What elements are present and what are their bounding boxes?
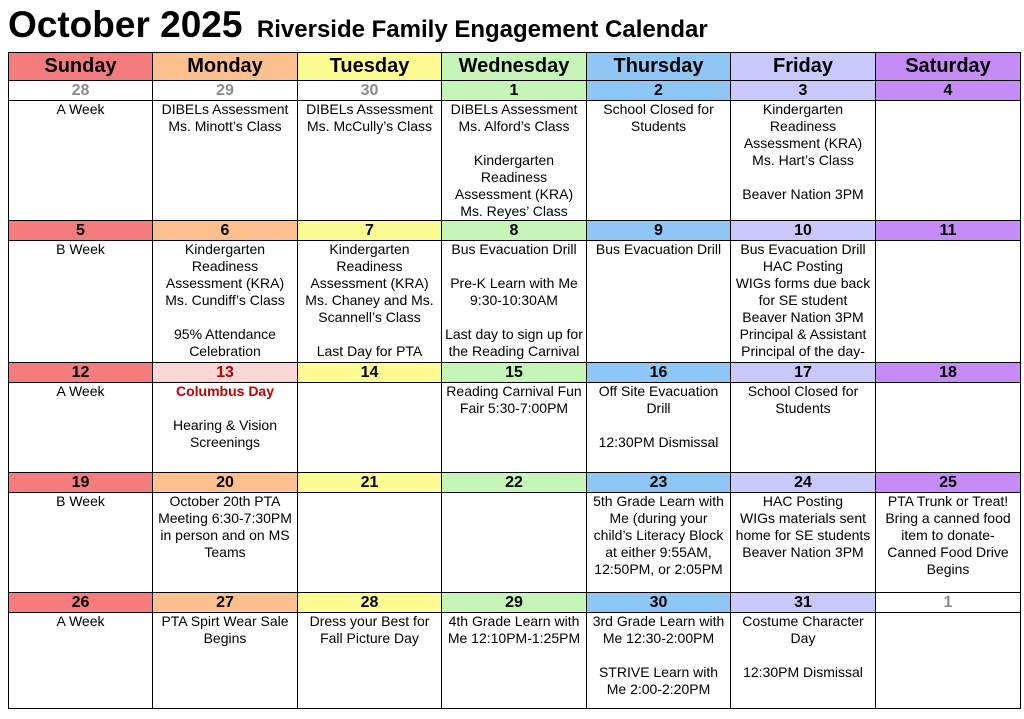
event-line: Readiness xyxy=(191,258,259,274)
event-line: Drill xyxy=(646,400,671,416)
date-number: 19 xyxy=(9,473,153,493)
month-title: October 2025 xyxy=(8,4,243,45)
date-number: 21 xyxy=(298,473,442,493)
event-line: in person and on MS xyxy=(160,527,290,543)
day-events xyxy=(153,101,298,221)
event-line: Students xyxy=(775,400,831,416)
event-line: Kindergarten xyxy=(473,152,555,168)
date-number: 17 xyxy=(731,363,876,383)
date-number: 10 xyxy=(731,221,876,241)
event-line: 3rd Grade Learn with xyxy=(592,613,725,629)
event-line: Readiness xyxy=(480,169,548,185)
weekday-tuesday: Tuesday xyxy=(298,53,442,81)
event-line: Teams xyxy=(204,544,246,560)
date-number: 24 xyxy=(731,473,876,493)
date-number: 13 xyxy=(153,363,298,383)
event-line: Me 2:00-2:20PM xyxy=(606,681,711,697)
day-events xyxy=(587,613,731,709)
event-line: 12:50PM, or 2:05PM xyxy=(594,561,723,577)
date-number: 1 xyxy=(442,81,587,101)
event-line: Kindergarten xyxy=(329,241,410,257)
event-line: Canned Food Drive xyxy=(887,544,1009,560)
day-events xyxy=(731,383,876,473)
event-line: Ms. Alford’s Class xyxy=(458,118,570,134)
day-events xyxy=(9,101,153,221)
day-events xyxy=(876,101,1021,221)
event-line: HAC Posting xyxy=(762,493,844,509)
week-4-events-row xyxy=(9,493,1021,593)
event-line: Meeting 6:30-7:30PM xyxy=(158,510,292,526)
event-line: Kindergarten xyxy=(184,241,266,257)
event-line: child’s Literacy Block xyxy=(593,527,724,543)
event-line: Bring a canned food xyxy=(885,510,1011,526)
event-line: Off Site Evacuation xyxy=(598,383,719,399)
event-line: at either 9:55AM, xyxy=(605,544,712,560)
day-events xyxy=(731,101,876,221)
date-number: 1 xyxy=(876,593,1021,613)
date-number: 28 xyxy=(298,593,442,613)
date-number: 22 xyxy=(442,473,587,493)
date-number: 4 xyxy=(876,81,1021,101)
week-5-number-row xyxy=(9,593,1021,613)
day-events xyxy=(731,493,876,593)
event-line: Ms. Reyes’ Class xyxy=(460,203,568,219)
day-events xyxy=(153,241,298,363)
event-line: School Closed for xyxy=(603,101,714,117)
event-line: Begins xyxy=(926,561,970,577)
event-line xyxy=(587,647,730,664)
date-number: 30 xyxy=(298,81,442,101)
calendar-title xyxy=(8,4,708,50)
day-events xyxy=(153,383,298,473)
date-number: 25 xyxy=(876,473,1021,493)
event-line xyxy=(153,309,297,326)
date-number: 29 xyxy=(442,593,587,613)
day-events xyxy=(298,383,442,473)
event-line: Principal of the day- xyxy=(741,343,865,359)
day-events xyxy=(876,241,1021,363)
weekday-wednesday: Wednesday xyxy=(442,53,587,81)
event-line: Me (during your xyxy=(609,510,708,526)
holiday-label: Columbus Day xyxy=(175,383,274,399)
date-number: 6 xyxy=(153,221,298,241)
event-line: Assessment (KRA) xyxy=(454,186,574,202)
day-events xyxy=(442,241,587,363)
event-line: School Closed for xyxy=(747,383,859,399)
date-number: 28 xyxy=(9,81,153,101)
event-line: 9:30-10:30AM xyxy=(470,292,558,308)
date-number: 18 xyxy=(876,363,1021,383)
date-number: 31 xyxy=(731,593,876,613)
event-line: item to donate- xyxy=(901,527,995,543)
week-4-number-row xyxy=(9,473,1021,493)
event-line: HAC Posting xyxy=(762,258,844,274)
event-line: WIGs forms due back xyxy=(735,275,871,291)
event-line: 4th Grade Learn with xyxy=(448,613,580,629)
event-line: Beaver Nation 3PM xyxy=(742,544,864,560)
date-number: 29 xyxy=(153,81,298,101)
weekday-sunday: Sunday xyxy=(9,53,153,81)
date-number: 7 xyxy=(298,221,442,241)
weekday-saturday: Saturday xyxy=(876,53,1021,81)
day-events xyxy=(9,613,153,709)
event-line: home for SE students xyxy=(735,527,871,543)
event-line: 5th Grade Learn with xyxy=(593,493,724,509)
event-line: Bus Evacuation Drill xyxy=(451,241,577,257)
day-events xyxy=(298,613,442,709)
day-events xyxy=(298,493,442,593)
date-number: 27 xyxy=(153,593,298,613)
event-line: Principal & Assistant xyxy=(739,326,867,342)
day-events xyxy=(587,241,731,363)
event-line: Day xyxy=(790,630,816,646)
event-line: B Week xyxy=(56,241,105,257)
date-number: 23 xyxy=(587,473,731,493)
day-events xyxy=(587,383,731,473)
week-3-events-row xyxy=(9,383,1021,473)
event-line: Assessment (KRA) xyxy=(165,275,285,291)
day-events xyxy=(587,101,731,221)
event-line: Bus Evacuation Drill xyxy=(595,241,722,257)
day-events xyxy=(876,383,1021,473)
date-number: 3 xyxy=(731,81,876,101)
day-events xyxy=(298,101,442,221)
event-line: B Week xyxy=(56,493,105,509)
event-line: WIGs materials sent xyxy=(739,510,867,526)
date-number: 16 xyxy=(587,363,731,383)
day-events xyxy=(442,101,587,221)
calendar-grid xyxy=(8,52,1021,709)
event-line: for SE student xyxy=(758,292,848,308)
day-event-lines xyxy=(153,400,297,451)
week-5-events-row xyxy=(9,613,1021,709)
event-line: PTA Trunk or Treat! xyxy=(887,493,1009,509)
day-events xyxy=(442,613,587,709)
event-line xyxy=(587,417,730,434)
date-number: 26 xyxy=(9,593,153,613)
weekday-monday: Monday xyxy=(153,53,298,81)
day-events xyxy=(876,613,1021,709)
date-number: 11 xyxy=(876,221,1021,241)
event-line: Dress your Best for xyxy=(309,613,430,629)
week-1-events-row xyxy=(9,101,1021,221)
event-line xyxy=(153,400,297,417)
date-number: 20 xyxy=(153,473,298,493)
event-line: A Week xyxy=(56,101,105,117)
event-line: Assessment (KRA) xyxy=(310,275,429,291)
event-line: A Week xyxy=(56,383,105,399)
event-line: Last day to sign up for xyxy=(445,326,583,342)
day-events xyxy=(442,383,587,473)
event-line: October 20th PTA xyxy=(169,493,281,509)
event-line: Fair 5:30-7:00PM xyxy=(459,400,569,416)
week-2-events-row xyxy=(9,241,1021,363)
event-line: 12:30PM Dismissal xyxy=(598,434,719,450)
week-3-number-row xyxy=(9,363,1021,383)
event-line: Pre-K Learn with Me xyxy=(450,275,578,291)
event-line: STRIVE Learn with xyxy=(598,664,719,680)
event-line: Reading Carnival Fun xyxy=(446,383,582,399)
day-events xyxy=(587,493,731,593)
event-line: Costume Character xyxy=(742,613,864,629)
event-line: the Reading Carnival xyxy=(448,343,580,359)
day-events xyxy=(9,383,153,473)
event-line: Celebration xyxy=(189,343,261,359)
date-number: 14 xyxy=(298,363,442,383)
calendar-subtitle: Riverside Family Engagement Calendar xyxy=(256,16,708,43)
event-line: Kindergarten xyxy=(762,101,844,117)
event-line: Ms. Chaney and Ms. xyxy=(305,292,434,308)
event-line xyxy=(442,258,586,275)
day-events xyxy=(298,241,442,363)
event-line: DIBELs Assessment xyxy=(306,101,433,117)
day-events xyxy=(731,613,876,709)
event-line: Students xyxy=(630,118,687,134)
event-line: Assessment (KRA) xyxy=(743,135,863,151)
event-line: 95% Attendance xyxy=(174,326,276,342)
event-line: Beaver Nation 3PM xyxy=(742,186,864,202)
day-events xyxy=(442,493,587,593)
date-number: 30 xyxy=(587,593,731,613)
event-line: Beaver Nation 3PM xyxy=(742,309,864,325)
weekday-thursday: Thursday xyxy=(587,53,731,81)
event-line: Me 12:10PM-1:25PM xyxy=(447,630,581,646)
event-line: Bus Evacuation Drill xyxy=(740,241,866,257)
event-line: Last Day for PTA xyxy=(316,343,423,359)
date-number: 5 xyxy=(9,221,153,241)
week-1-number-row xyxy=(9,81,1021,101)
event-line: Ms. Cundiff’s Class xyxy=(165,292,285,308)
event-line: PTA Spirt Wear Sale xyxy=(161,613,289,629)
event-line: Screenings xyxy=(189,434,261,450)
event-line: Ms. Minott’s Class xyxy=(168,118,282,134)
event-line: Me 12:30-2:00PM xyxy=(602,630,715,646)
event-line: DIBELs Assessment xyxy=(161,101,289,117)
day-events xyxy=(876,493,1021,593)
event-line: Fall Picture Day xyxy=(320,630,419,646)
event-line xyxy=(731,647,875,664)
event-line xyxy=(442,309,586,326)
weekday-header-row xyxy=(9,53,1021,81)
event-line xyxy=(731,169,875,186)
day-events xyxy=(9,241,153,363)
day-events xyxy=(9,493,153,593)
event-line: Readiness xyxy=(336,258,403,274)
event-line: Readiness xyxy=(769,118,837,134)
event-line: Begins xyxy=(203,630,247,646)
day-events xyxy=(153,613,298,709)
day-events xyxy=(153,493,298,593)
event-line: Scannell’s Class xyxy=(318,309,421,325)
event-line: Ms. McCully’s Class xyxy=(307,118,432,134)
event-line xyxy=(442,135,586,152)
event-line: Hearing & Vision xyxy=(172,417,278,433)
day-events xyxy=(731,241,876,363)
date-number: 2 xyxy=(587,81,731,101)
week-2-number-row xyxy=(9,221,1021,241)
event-line xyxy=(298,326,441,343)
date-number: 15 xyxy=(442,363,587,383)
date-number: 8 xyxy=(442,221,587,241)
weekday-friday: Friday xyxy=(731,53,876,81)
event-line: A Week xyxy=(56,613,105,629)
event-line: DIBELs Assessment xyxy=(450,101,578,117)
date-number: 12 xyxy=(9,363,153,383)
event-line: Ms. Hart’s Class xyxy=(752,152,854,168)
date-number: 9 xyxy=(587,221,731,241)
event-line: 12:30PM Dismissal xyxy=(743,664,863,680)
